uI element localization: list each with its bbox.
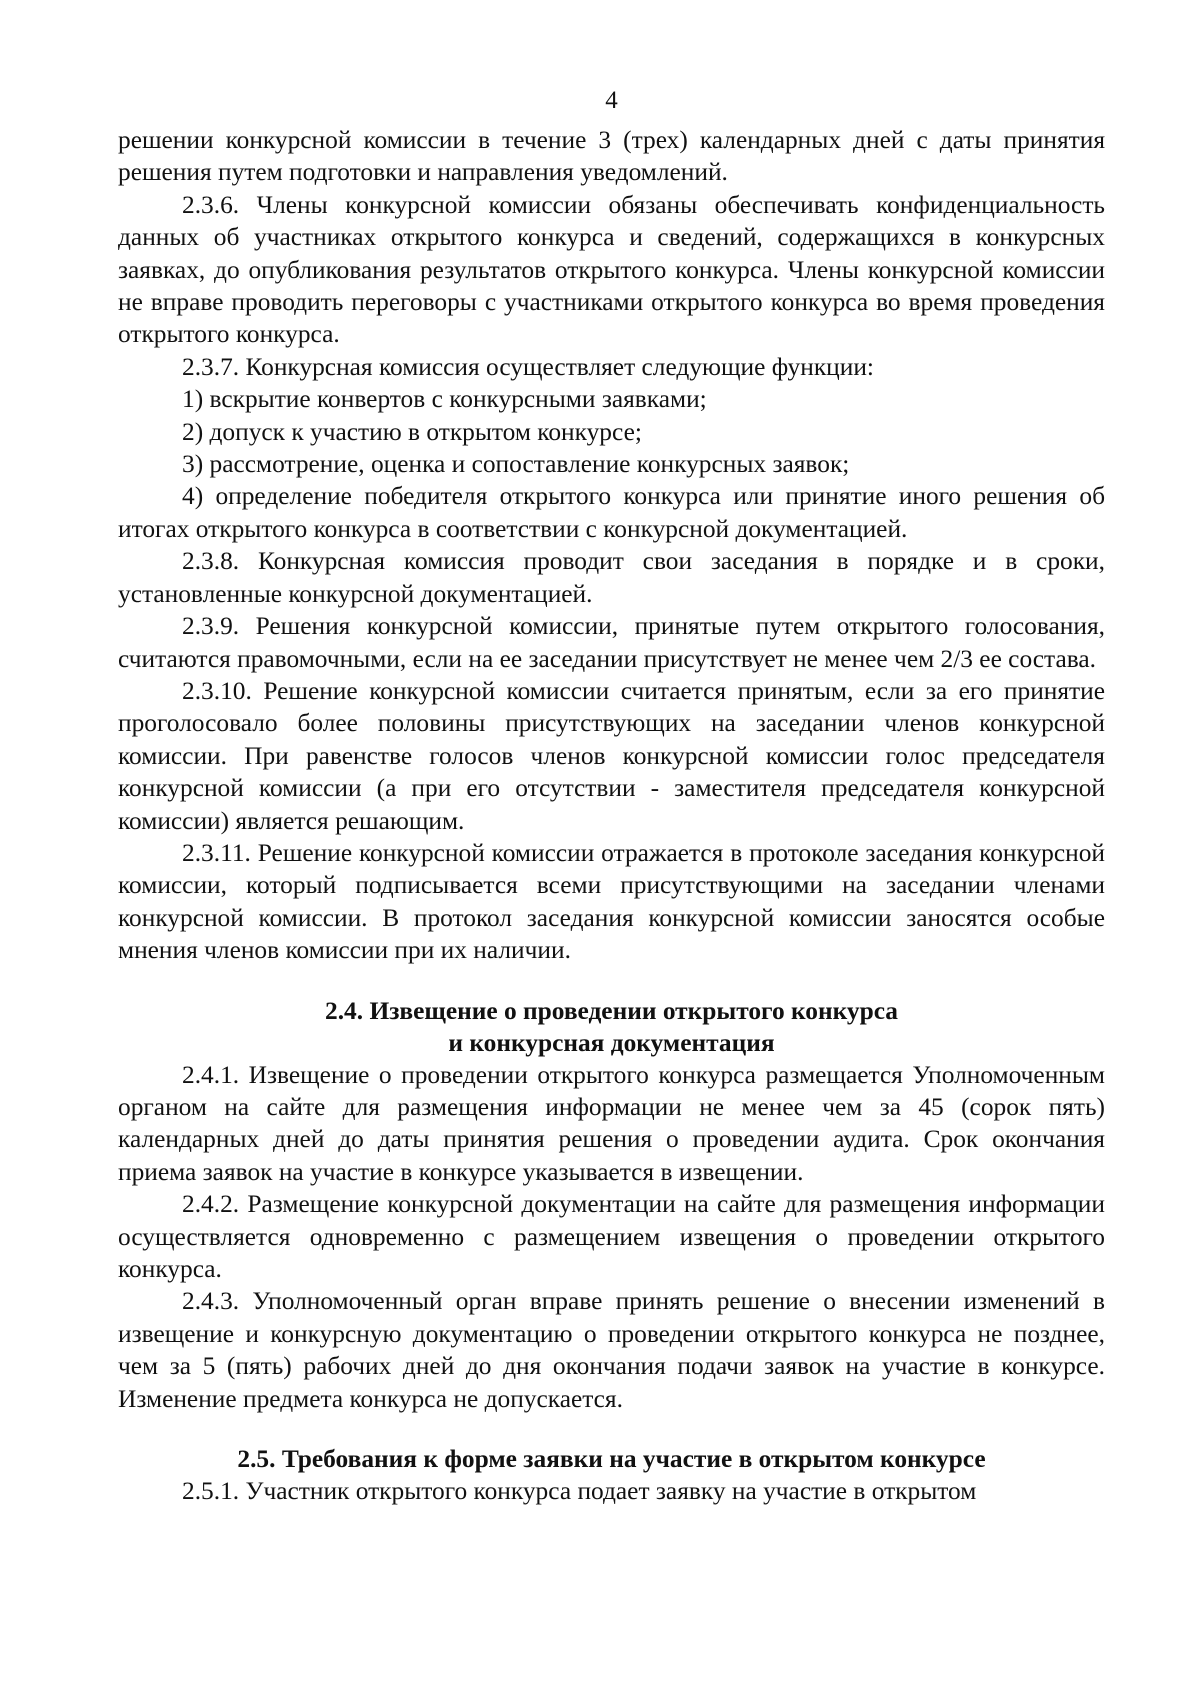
list-item: 1) вскрытие конвертов с конкурсными заявками; xyxy=(182,385,707,414)
section-heading-2-4 xyxy=(118,995,1105,1059)
list-item: 2) допуск к участию в открытом конкурсе; xyxy=(182,417,642,446)
paragraph-2-3-7: 2.3.7. Конкурсная комиссия осуществляет следующие функции: xyxy=(182,352,874,381)
page-number: 4 xyxy=(605,87,618,114)
list-item: 3) рассмотрение, оценка и сопоставление конкурсных заявок; xyxy=(182,450,850,479)
paragraph-2-3-10: 2.3.10. Решение конкурсной комиссии считается принятым, если за его принятие проголосовало более половины присутствующих на заседании членов конкурсной комиссии. При равенстве голосов членов конкурсной комиссии голос председателя конкурсной комиссии (а при его отсутствии - заместителя председателя конкурсной комиссии) является решающим. xyxy=(118,676,1105,835)
paragraph: решении конкурсной комиссии в течение 3 (трех) календарных дней с даты принятия решения путем подготовки и направления уведомлений. xyxy=(118,126,1105,187)
paragraph-2-3-9: 2.3.9. Решения конкурсной комиссии, принятые путем открытого голосования, считаются правомочными, если на ее заседании присутствует не менее чем 2/3 ее состава. xyxy=(118,612,1105,673)
list-item: 4) определение победителя открытого конкурса или принятие иного решения об итогах открытого конкурса в соответствии с конкурсной документацией. xyxy=(118,482,1105,543)
section-heading-2-5 xyxy=(118,1443,1105,1475)
paragraph-2-3-8: 2.3.8. Конкурсная комиссия проводит свои заседания в порядке и в сроки, установленные конкурсной документацией. xyxy=(118,547,1105,608)
section-heading-line: 2.5. Требования к форме заявки на участие в открытом конкурсе xyxy=(237,1445,986,1474)
paragraph-2-4-3: 2.4.3. Уполномоченный орган вправе принять решение о внесении изменений в извещение и конкурсную документацию о проведении открытого конкурса не позднее, чем за 5 (пять) рабочих дней до дня окончания подачи заявок на участие в конкурсе. Изменение предмета конкурса не допускается. xyxy=(118,1287,1105,1413)
paragraph-2-4-1: 2.4.1. Извещение о проведении открытого конкурса размещается Уполномоченным органом на сайте для размещения информации не менее чем за 45 (сорок пять) календарных дней до даты принятия решения о проведении аудита. Срок окончания приема заявок на участие в конкурсе указывается в извещении. xyxy=(118,1060,1105,1186)
paragraph-2-5-1: 2.5.1. Участник открытого конкурса подает заявку на участие в открытом xyxy=(182,1477,977,1506)
paragraph-2-4-2: 2.4.2. Размещение конкурсной документации на сайте для размещения информации осуществляется одновременно с размещением извещения о проведении открытого конкурса. xyxy=(118,1190,1105,1283)
section-heading-line: и конкурсная документация xyxy=(448,1028,775,1057)
section-heading-line: 2.4. Извещение о проведении открытого конкурса xyxy=(325,996,898,1025)
paragraph-2-3-11: 2.3.11. Решение конкурсной комиссии отражается в протоколе заседания конкурсной комиссии, который подписывается всеми присутствующими на заседании членами конкурсной комиссии. В протокол заседания конкурсной комиссии заносятся особые мнения членов комиссии при их наличии. xyxy=(118,838,1105,965)
paragraph-2-3-6: 2.3.6. Члены конкурсной комиссии обязаны обеспечивать конфиденциальность данных об участниках открытого конкурса и сведений, содержащихся в конкурсных заявках, до опубликования результатов открытого конкурса. Члены конкурсной комиссии не вправе проводить переговоры с участниками открытого конкурса во время проведения открытого конкурса. xyxy=(118,190,1105,349)
